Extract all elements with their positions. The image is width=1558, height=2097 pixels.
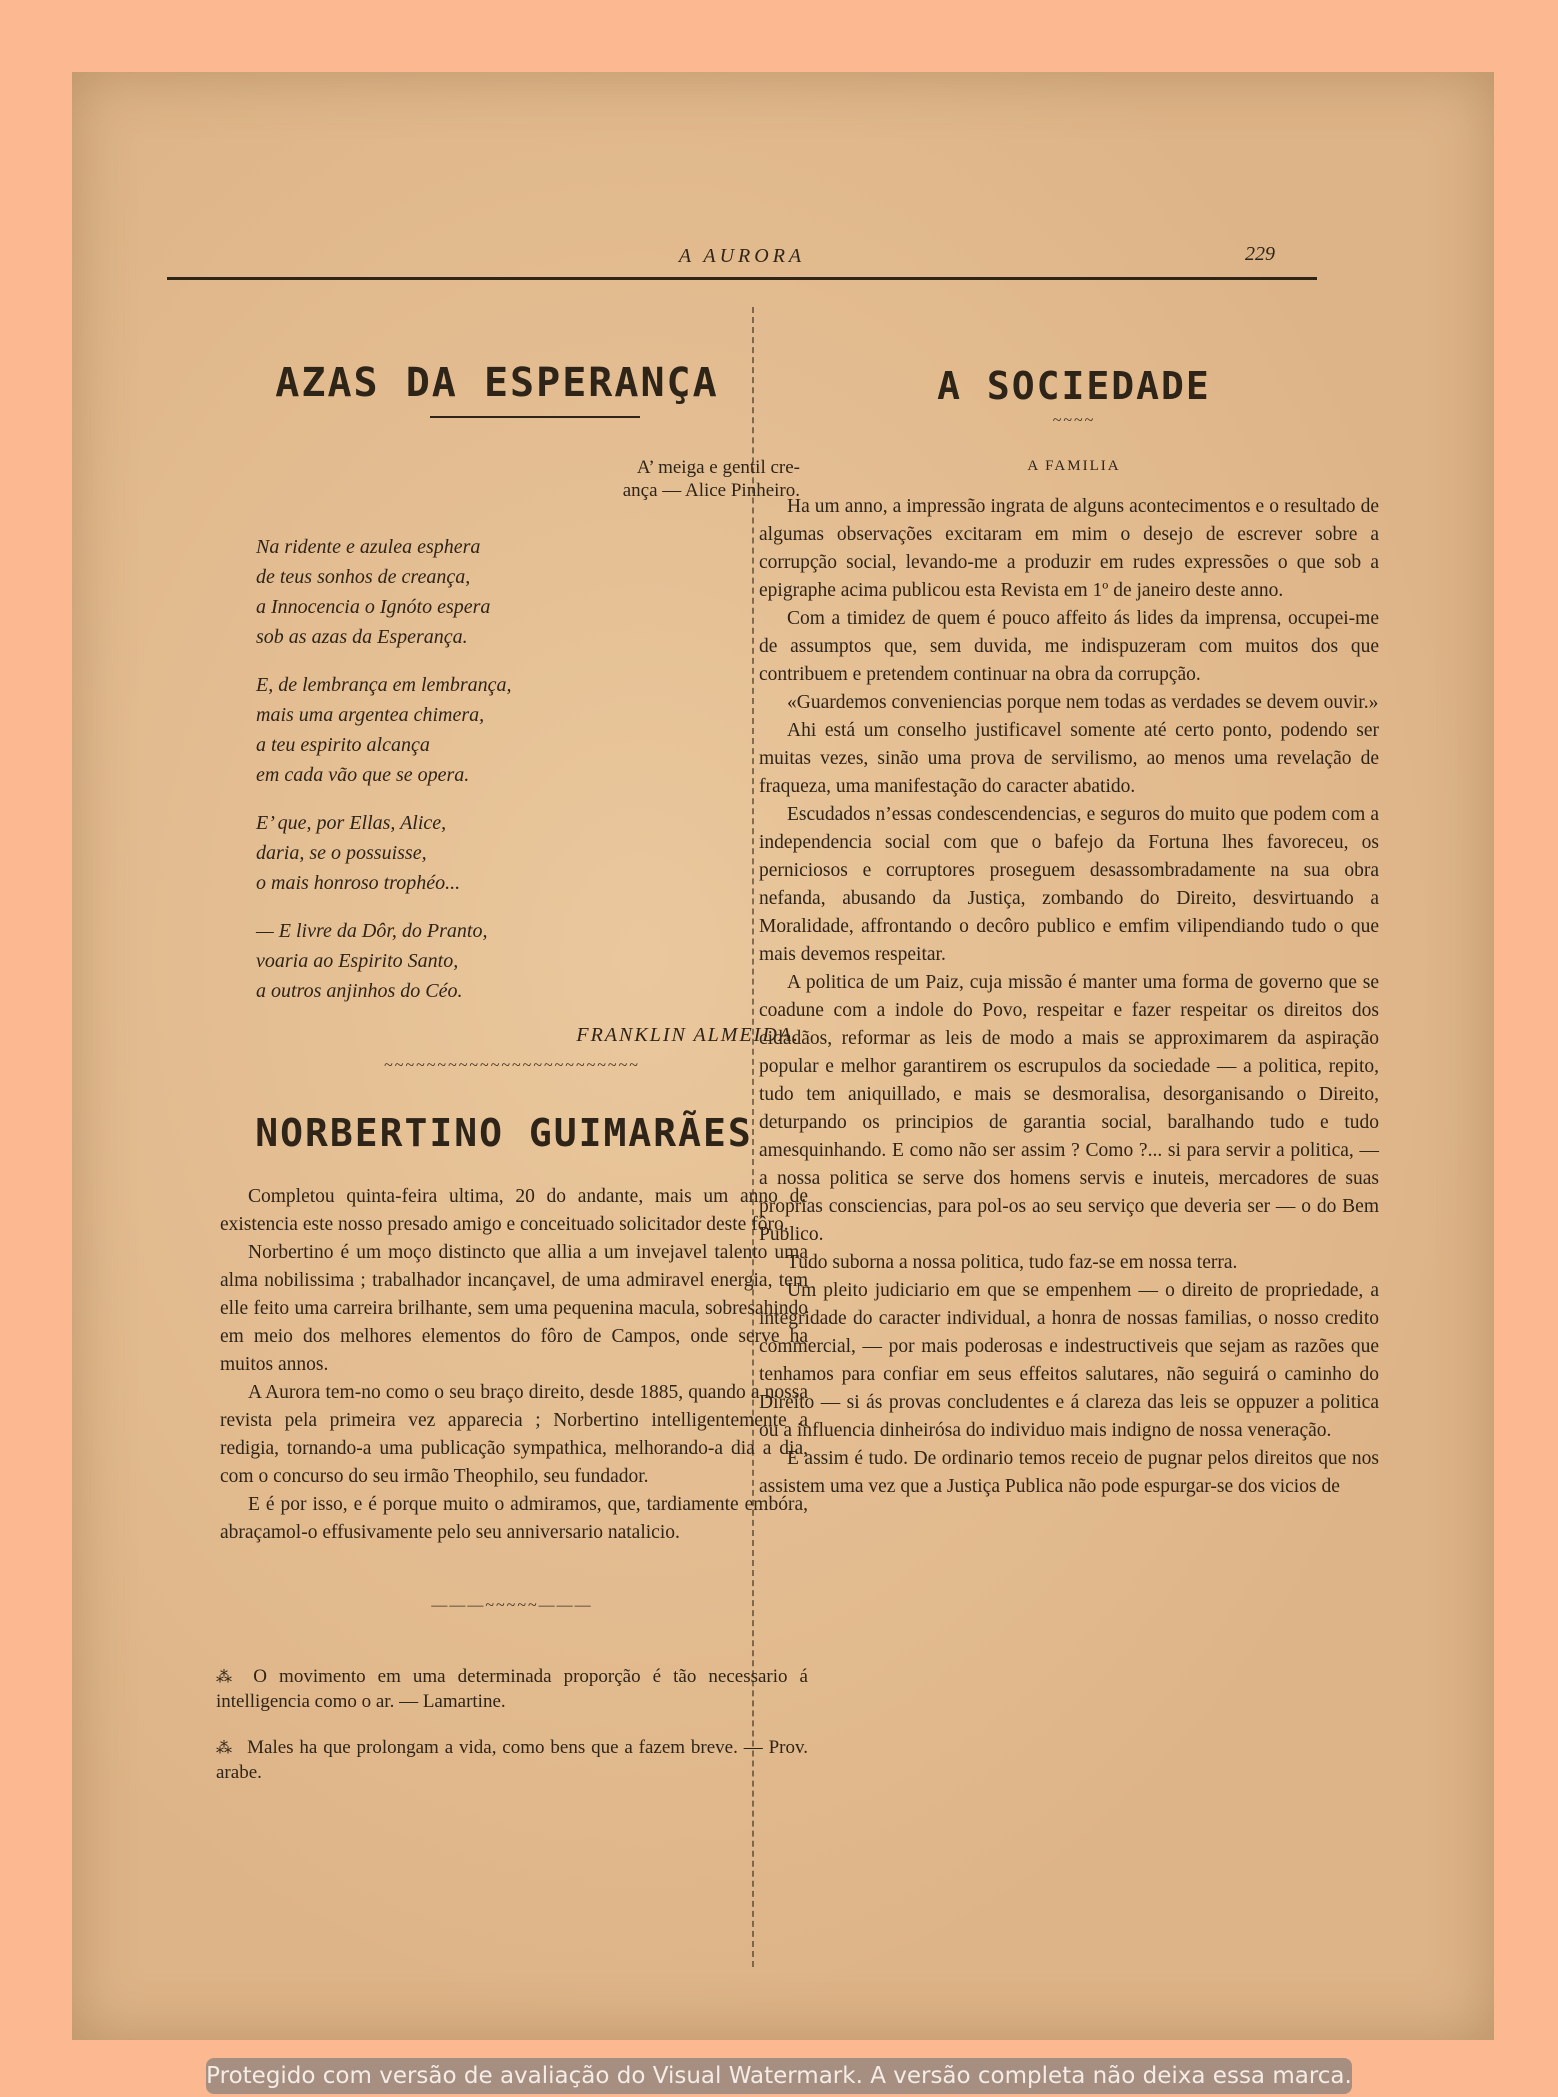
poem [152, 532, 812, 1006]
maxim: ⁂ O movimento em uma determinada proporção é tão necessario á intelligencia como o ar. — Lamartine. [216, 1666, 808, 1712]
publication-title: A AURORA [678, 245, 806, 267]
article-paragraph: Um pleito judiciario em que se empenhem — o direito de propriedade, a integridade do caracter individual, a honra de nossas familias, o nosso credito commercial, — por mais poderosas e indestructiveis que sejam as razões que tenhamos para confiar em seus effeitos salutares, não seguirá o caminho do Direito — si ás provas concludentes e á clareza das leis se oppuzer a politica ou a influencia dinheirósa do individuo mais indigno de nossa veneração. [759, 1280, 1379, 1441]
poem-stanza: E’ que, por Ellas, Alice, daria, se o possuisse, o mais honroso trophéo... [256, 812, 461, 894]
article-paragraph: Ahi está um conselho justificavel somente até certo ponto, podendo ser muitas vezes, sinão uma prova de servilismo, ao menos uma revelação de fraqueza, uma manifestação do caracter abatido. [759, 720, 1379, 797]
article-title: A SOCIEDADE [937, 364, 1211, 408]
article-paragraph: Tudo suborna a nossa politica, tudo faz-se em nossa terra. [787, 1252, 1238, 1273]
article-paragraph: Completou quinta-feira ultima, 20 do andante, mais um anno de existencia este nosso presado amigo e conceituado solicitador deste fôro. [220, 1186, 808, 1235]
poem-dedication: A’ meiga e gentil cre- ança — Alice Pinheiro. [622, 457, 800, 501]
article-paragraph: Escudados n’essas condescendencias, e seguros do muito que podem com a independencia social com que o bafejo da Fortuna lhes favoreceu, os perniciosos e corruptores proseguem desassombradamente na sua obra nefanda, abusando da Justiça, zombando do Direito, desvirtuando a Moralidade, affrontando o decôro publico e emfim vilipendiando tudo o que mais devemos respeitar. [759, 804, 1379, 965]
article-paragraph: Com a timidez de quem é pouco affeito ás lides da imprensa, occupei-me de assumptos que, sem duvida, me indispuzeram com muitos dos que contribuem e pretendem continuar na obra da corrupção. [759, 608, 1379, 685]
maxim: ⁂ Males ha que prolongam a vida, como bens que a fazem breve. — Prov. arabe. [216, 1737, 809, 1783]
ornament-divider: ~~~~ [1052, 412, 1096, 429]
newspaper-page [72, 72, 1494, 2040]
asterism-icon: ⁂ [216, 1740, 234, 1757]
article-body [152, 1183, 812, 1547]
poem-stanza: Na ridente e azulea esphera de teus sonhos de creança, a Innocencia o Ignóto espera sob as azas da Esperança. [256, 536, 491, 648]
article-paragraph: A Aurora tem-no como o seu braço direito, desde 1885, quando a nossa revista pela primeira vez apparecia ; Norbertino intelligentemente a redigia, tornando-a uma publicação sympathica, melhorando-a dia a dia, com o concurso do seu irmão Theophilo, seu fundador. [220, 1382, 808, 1487]
article-body [759, 493, 1389, 1501]
poem-stanza: E, de lembrança em lembrança, mais uma argentea chimera, a teu espirito alcança em cada vão que se opera. [256, 674, 512, 786]
poem-author: FRANKLIN ALMEIDA. [576, 1024, 800, 1046]
article-paragraph: «Guardemos conveniencias porque nem todas as verdades se devem ouvir.» [787, 692, 1379, 713]
page-number: 229 [1245, 243, 1275, 265]
asterism-icon: ⁂ [216, 1669, 240, 1686]
article-paragraph: Norbertino é um moço distincto que allia a um invejavel talento uma alma nobilissima ; trabalhador incançavel, de uma admiravel energia, tem elle feito uma carreira brilhante, sem uma pequenina macula, sobresahindo em meio dos melhores elementos do fôro de Campos, onde serve ha muitos annos. [220, 1242, 808, 1375]
left-column [152, 282, 812, 1807]
article-subtitle: A FAMILIA [1027, 458, 1121, 474]
title-rule [430, 416, 640, 418]
page-header [167, 237, 1317, 280]
ornament-divider: ~~~~~~~~~~~~~~~~~~~~~~~~ [384, 1057, 640, 1074]
article-title: NORBERTINO GUIMARÃES [255, 1111, 753, 1155]
article-paragraph: Ha um anno, a impressão ingrata de alguns acontecimentos e o resultado de algumas observações excitaram em mim o desejo de escrever sobre a corrupção social, levando-me a produzir em rudes expressões o que sob a epigraphe acima publicou esta Revista em 1º de janeiro deste anno. [759, 496, 1379, 601]
article-paragraph: E assim é tudo. De ordinario temos receio de pugnar pelos direitos que nos assistem uma vez que a Justiça Publica não pode espurgar-se dos vicios de [759, 1448, 1379, 1497]
watermark-banner: Protegido com versão de avaliação do Visual Watermark. A versão completa não deixa essa marca. [206, 2058, 1352, 2094]
poem-stanza: — E livre da Dôr, do Pranto, voaria ao Espirito Santo, a outros anjinhos do Céo. [256, 920, 488, 1002]
ornament-divider: ———~~~~~——— [431, 1597, 593, 1614]
poem-title: AZAS DA ESPERANÇA [275, 360, 719, 406]
article-paragraph: A politica de um Paiz, cuja missão é manter uma forma de governo que se coadune com a indole do Povo, respeitar e fazer respeitar os direitos dos cidadãos, reformar as leis de modo a mais se approximarem da aspiração popular e melhor garantirem os escrupulos da sociedade — a politica, repito, tudo tem aniquillado, e mais se desmoralisa, desorganisando o Direito, deturpando os principios de garantia social, baralhando tudo e tudo amesquinhando. E como não ser assim ? Como ?... si para servir a politica, — a nossa politica se serve dos homens servis e inuteis, mercadores de suas proprias consciencias, para pol-os ao seu serviço que deveria ser — o do Bem Publico. [759, 972, 1379, 1245]
right-column [759, 282, 1389, 1501]
article-paragraph: E é por isso, e é porque muito o admiramos, que, tardiamente embóra, abraçamol-o effusivamente pelo seu anniversario natalicio. [220, 1494, 808, 1543]
